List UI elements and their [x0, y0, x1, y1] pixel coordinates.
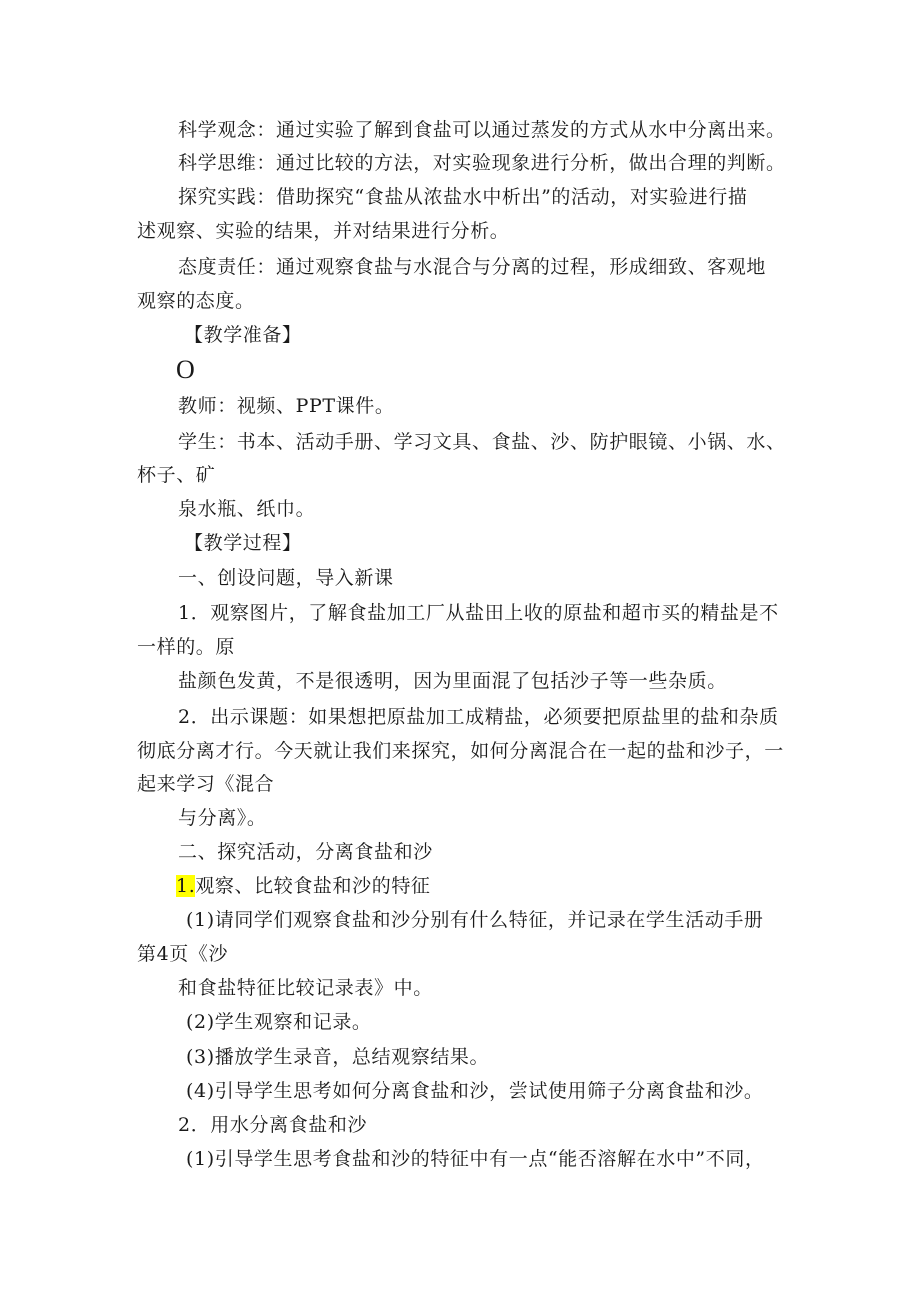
paragraph-line: 探究实践：借助探究“食盐从浓盐水中析出”的活动，对实验进行描 — [178, 186, 748, 208]
paragraph-line: 和食盐特征比较记录表》中。 — [178, 977, 433, 999]
paragraph-line: 态度责任：通过观察食盐与水混合与分离的过程，形成细致、客观地 — [178, 256, 767, 278]
paragraph-line: (3)播放学生录音，总结观察结果。 — [186, 1046, 490, 1068]
paragraph-line: 教师：视频、PPT课件。 — [178, 395, 395, 417]
section-heading: 【教学过程】 — [184, 532, 302, 554]
paragraph-line: 起来学习《混合 — [137, 773, 275, 795]
paragraph-line: (2)学生观察和记录。 — [186, 1011, 372, 1033]
paragraph-line: (1)请同学们观察食盐和沙分别有什么特征，并记录在学生活动手册 — [186, 909, 764, 931]
step-title: 观察、比较食盐和沙的特征 — [195, 875, 431, 897]
paragraph-line: 第4页《沙 — [137, 943, 229, 965]
subsection-heading: 2．用水分离食盐和沙 — [178, 1114, 368, 1136]
paragraph-line: 观察的态度。 — [137, 290, 255, 312]
paragraph-line: 一样的。原 — [137, 636, 236, 658]
paragraph-line: (1)引导学生思考食盐和沙的特征中有一点“能否溶解在水中”不同， — [186, 1148, 765, 1170]
paragraph-line: 杯子、矿 — [137, 464, 216, 486]
highlighted-number: 1. — [176, 875, 196, 897]
paragraph-line: 盐颜色发黄，不是很透明，因为里面混了包括沙子等一些杂质。 — [178, 670, 727, 692]
paragraph-line: (4)引导学生思考如何分离食盐和沙，尝试使用筛子分离食盐和沙。 — [186, 1080, 764, 1102]
paragraph-line: 述观察、实验的结果，并对结果进行分析。 — [137, 220, 510, 242]
stray-character: O — [176, 355, 195, 384]
paragraph-line: 1．观察图片，了解食盐加工厂从盐田上收的原盐和超市买的精盐是不 — [178, 602, 779, 624]
paragraph-line: 彻底分离才行。今天就让我们来探究，如何分离混合在一起的盐和沙子，一 — [137, 740, 784, 762]
paragraph-line: 泉水瓶、纸巾。 — [178, 498, 316, 520]
paragraph-line: 科学观念：通过实验了解到食盐可以通过蒸发的方式从水中分离出来。 — [178, 119, 786, 141]
paragraph-line: 与分离》。 — [178, 807, 267, 829]
subsection-heading: 二、探究活动，分离食盐和沙 — [178, 841, 433, 863]
paragraph-line: 科学思维：通过比较的方法，对实验现象进行分析，做出合理的判断。 — [178, 152, 786, 174]
subsection-heading: 一、创设问题，导入新课 — [178, 567, 394, 589]
paragraph-line: 2．出示课题：如果想把原盐加工成精盐，必须要把原盐里的盐和杂质 — [178, 706, 779, 728]
highlighted-step-line — [176, 874, 431, 898]
section-heading: 【教学准备】 — [184, 324, 302, 346]
paragraph-line: 学生：书本、活动手册、学习文具、食盐、沙、防护眼镜、小锅、水、 — [178, 431, 786, 453]
